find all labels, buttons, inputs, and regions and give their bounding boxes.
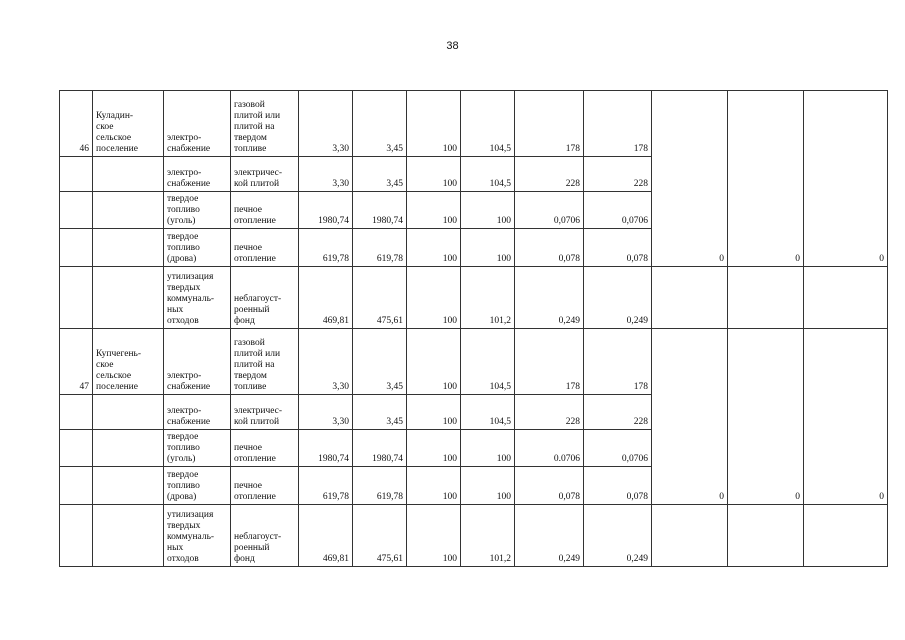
norm-value-2: 0,249 [584, 267, 652, 329]
settlement-name [93, 395, 164, 430]
tariff-value-2: 3,45 [353, 91, 407, 157]
tariff-value-1: 1980,74 [299, 430, 353, 467]
page-number: 38 [446, 40, 459, 52]
norm-value-2: 0,249 [584, 505, 652, 567]
index-value-1: 100 [407, 229, 461, 267]
norm-value-2: 0,078 [584, 467, 652, 505]
index-value-2: 100 [461, 430, 515, 467]
norm-value-2: 0,078 [584, 229, 652, 267]
consumption-condition: неблагоуст- роенный фонд [231, 267, 299, 329]
service-name: твердое топливо (дрова) [164, 229, 231, 267]
tariff-value-2: 1980,74 [353, 430, 407, 467]
settlement-name [93, 430, 164, 467]
consumption-condition: газовой плитой или плитой на твердом топливе [231, 91, 299, 157]
tariff-value-1: 469,81 [299, 505, 353, 567]
settlement-name [93, 505, 164, 567]
tariff-value-1: 619,78 [299, 229, 353, 267]
tariff-value-2: 1980,74 [353, 192, 407, 229]
service-name: электро- снабжение [164, 329, 231, 395]
service-name: утилизация твердых коммуналь- ных отходов [164, 505, 231, 567]
consumption-condition: электричес- кой плитой [231, 395, 299, 430]
service-name: утилизация твердых коммуналь- ных отходов [164, 267, 231, 329]
norm-value-2: 0,0706 [584, 430, 652, 467]
index-value-2: 104,5 [461, 395, 515, 430]
empty-cell [728, 267, 804, 329]
row-number [60, 229, 93, 267]
norm-value-1: 178 [515, 329, 584, 395]
index-value-1: 100 [407, 467, 461, 505]
norm-value-2: 0,0706 [584, 192, 652, 229]
service-name: твердое топливо (дрова) [164, 467, 231, 505]
tariff-value-2: 475,61 [353, 267, 407, 329]
norm-value-1: 0.0706 [515, 430, 584, 467]
row-number [60, 267, 93, 329]
norm-value-1: 178 [515, 91, 584, 157]
tariff-value-2: 3,45 [353, 157, 407, 192]
tariff-value-2: 619,78 [353, 467, 407, 505]
empty-cell [728, 505, 804, 567]
consumption-condition: печное отопление [231, 430, 299, 467]
index-value-1: 100 [407, 157, 461, 192]
settlement-name [93, 192, 164, 229]
row-number: 46 [60, 91, 93, 157]
norm-value-1: 0,249 [515, 267, 584, 329]
tariff-value-1: 3,30 [299, 91, 353, 157]
total-value: 0 [804, 91, 888, 267]
row-number: 47 [60, 329, 93, 395]
settlement-name [93, 467, 164, 505]
total-value: 0 [652, 329, 728, 505]
tariff-value-1: 1980,74 [299, 192, 353, 229]
table-row [60, 505, 888, 567]
service-name: электро- снабжение [164, 157, 231, 192]
row-number [60, 430, 93, 467]
consumption-condition: печное отопление [231, 467, 299, 505]
index-value-2: 104,5 [461, 157, 515, 192]
tariff-table [59, 90, 888, 567]
settlement-name [93, 267, 164, 329]
norm-value-2: 228 [584, 157, 652, 192]
index-value-1: 100 [407, 395, 461, 430]
row-number [60, 505, 93, 567]
row-number [60, 192, 93, 229]
tariff-value-2: 3,45 [353, 329, 407, 395]
index-value-1: 100 [407, 267, 461, 329]
index-value-2: 100 [461, 229, 515, 267]
service-name: электро- снабжение [164, 395, 231, 430]
tariff-value-1: 619,78 [299, 467, 353, 505]
consumption-condition: печное отопление [231, 229, 299, 267]
table-row [60, 329, 888, 395]
empty-cell [652, 505, 728, 567]
total-value: 0 [804, 329, 888, 505]
norm-value-1: 0,078 [515, 229, 584, 267]
norm-value-1: 228 [515, 395, 584, 430]
tariff-value-2: 619,78 [353, 229, 407, 267]
row-number [60, 157, 93, 192]
table-row [60, 267, 888, 329]
index-value-2: 100 [461, 192, 515, 229]
empty-cell [652, 267, 728, 329]
consumption-condition: неблагоуст- роенный фонд [231, 505, 299, 567]
tariff-value-2: 475,61 [353, 505, 407, 567]
index-value-2: 104,5 [461, 91, 515, 157]
index-value-2: 100 [461, 467, 515, 505]
index-value-1: 100 [407, 505, 461, 567]
index-value-2: 101,2 [461, 267, 515, 329]
norm-value-2: 178 [584, 329, 652, 395]
norm-value-1: 0,0706 [515, 192, 584, 229]
norm-value-2: 178 [584, 91, 652, 157]
settlement-name: Куладин- ское сельское поселение [93, 91, 164, 157]
norm-value-1: 228 [515, 157, 584, 192]
service-name: твердое топливо (уголь) [164, 192, 231, 229]
settlement-name: Купчегень- ское сельское поселение [93, 329, 164, 395]
norm-value-2: 228 [584, 395, 652, 430]
consumption-condition: печное отопление [231, 192, 299, 229]
tariff-value-1: 469,81 [299, 267, 353, 329]
consumption-condition: электричес- кой плитой [231, 157, 299, 192]
service-name: твердое топливо (уголь) [164, 430, 231, 467]
consumption-condition: газовой плитой или плитой на твердом топливе [231, 329, 299, 395]
settlement-name [93, 157, 164, 192]
empty-cell [804, 505, 888, 567]
norm-value-1: 0,078 [515, 467, 584, 505]
tariff-value-1: 3,30 [299, 329, 353, 395]
index-value-1: 100 [407, 192, 461, 229]
index-value-1: 100 [407, 91, 461, 157]
tariff-value-2: 3,45 [353, 395, 407, 430]
empty-cell [804, 267, 888, 329]
table-row [60, 91, 888, 157]
settlement-name [93, 229, 164, 267]
total-value: 0 [728, 91, 804, 267]
row-number [60, 395, 93, 430]
total-value: 0 [652, 91, 728, 267]
tariff-value-1: 3,30 [299, 395, 353, 430]
row-number [60, 467, 93, 505]
service-name: электро- снабжение [164, 91, 231, 157]
norm-value-1: 0,249 [515, 505, 584, 567]
index-value-1: 100 [407, 430, 461, 467]
index-value-2: 104,5 [461, 329, 515, 395]
index-value-1: 100 [407, 329, 461, 395]
tariff-value-1: 3,30 [299, 157, 353, 192]
index-value-2: 101,2 [461, 505, 515, 567]
total-value: 0 [728, 329, 804, 505]
